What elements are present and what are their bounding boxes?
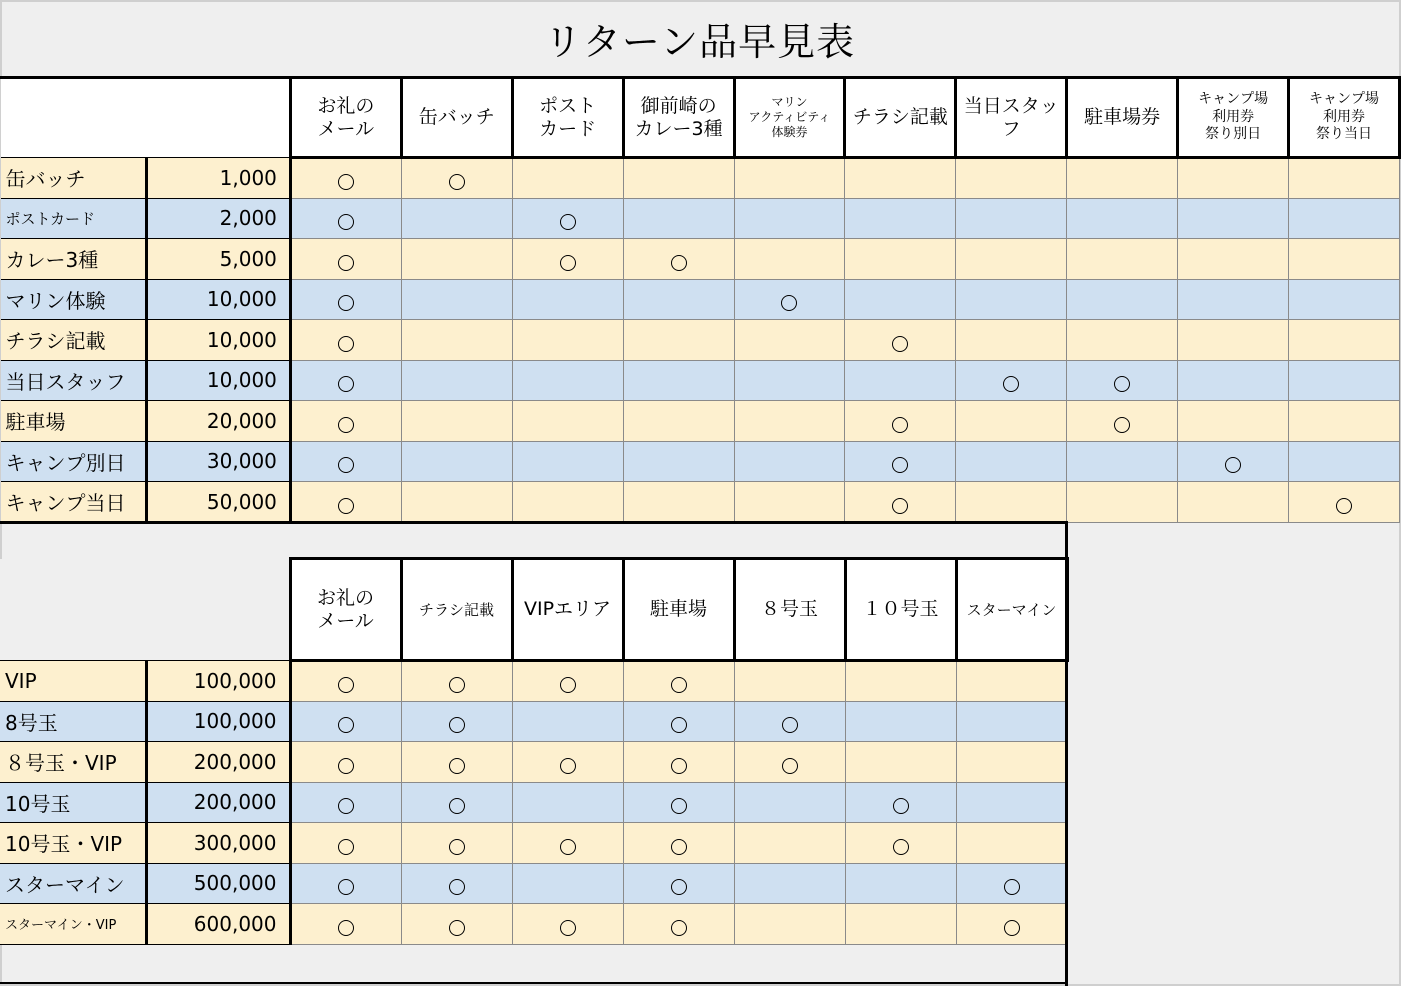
circle-mark-icon	[671, 255, 687, 271]
mark-cell[interactable]	[512, 863, 623, 904]
mark-cell[interactable]	[734, 360, 845, 401]
mark-cell[interactable]	[734, 904, 845, 945]
mark-cell[interactable]	[734, 863, 845, 904]
mark-cell[interactable]	[290, 661, 401, 702]
circle-mark-icon	[892, 498, 908, 514]
mark-cell[interactable]	[956, 279, 1067, 320]
mark-cell[interactable]	[734, 782, 845, 823]
circle-mark-icon	[338, 498, 354, 514]
mark-cell[interactable]	[734, 482, 845, 523]
mark-cell[interactable]	[956, 360, 1067, 401]
mark-cell[interactable]	[845, 701, 956, 742]
mark-cell[interactable]	[1178, 320, 1289, 361]
table-row	[0, 661, 1067, 702]
mark-cell[interactable]	[1289, 441, 1400, 482]
mark-cell[interactable]	[845, 158, 956, 199]
table2-corner-cell	[0, 559, 290, 661]
circle-mark-icon	[338, 214, 354, 230]
table1-header-row	[1, 78, 1400, 158]
circle-mark-icon	[560, 839, 576, 855]
mark-cell[interactable]	[1067, 198, 1178, 239]
mark-cell[interactable]	[290, 279, 401, 320]
circle-mark-icon	[560, 758, 576, 774]
mark-cell[interactable]	[1178, 482, 1289, 523]
mark-cell[interactable]	[1289, 198, 1400, 239]
row-name-cell[interactable]: カレー3種	[1, 239, 147, 280]
row-amount-cell[interactable]: 500,000	[146, 863, 290, 904]
circle-mark-icon	[781, 295, 797, 311]
table2-header-row	[0, 559, 1067, 661]
row-amount-cell[interactable]: 100,000	[146, 661, 290, 702]
table2-column-header: チラシ記載	[401, 559, 512, 661]
mark-cell[interactable]	[401, 239, 512, 280]
table-row	[1, 320, 1400, 361]
circle-mark-icon	[1004, 879, 1020, 895]
row-name-cell[interactable]: キャンプ別日	[1, 441, 147, 482]
mark-cell[interactable]	[623, 239, 734, 280]
mark-cell[interactable]	[956, 441, 1067, 482]
table1-column-header: チラシ記載	[845, 78, 956, 158]
mark-cell[interactable]	[1178, 239, 1289, 280]
table2-column-header: VIPエリア	[512, 559, 623, 661]
circle-mark-icon	[892, 457, 908, 473]
mark-cell[interactable]	[845, 742, 956, 783]
row-amount-cell[interactable]: 1,000	[146, 158, 290, 199]
mark-cell[interactable]	[1289, 158, 1400, 199]
circle-mark-icon	[671, 758, 687, 774]
row-amount-cell[interactable]: 10,000	[146, 279, 290, 320]
mark-cell[interactable]	[956, 239, 1067, 280]
mark-cell[interactable]	[1289, 482, 1400, 523]
circle-mark-icon	[560, 677, 576, 693]
return-table-fireworks	[0, 557, 1069, 945]
page-title: リターン品早見表	[543, 19, 856, 64]
table-row	[1, 441, 1400, 482]
row-amount-cell[interactable]: 50,000	[146, 482, 290, 523]
mark-cell[interactable]	[734, 742, 845, 783]
circle-mark-icon	[1114, 376, 1130, 392]
mark-cell[interactable]	[623, 401, 734, 442]
mark-cell[interactable]	[734, 320, 845, 361]
row-amount-cell[interactable]: 30,000	[146, 441, 290, 482]
mark-cell[interactable]	[734, 823, 845, 864]
mark-cell[interactable]	[512, 360, 623, 401]
mark-cell[interactable]	[734, 239, 845, 280]
circle-mark-icon	[338, 457, 354, 473]
row-amount-cell[interactable]: 600,000	[146, 904, 290, 945]
table-row	[0, 701, 1067, 742]
mark-cell[interactable]	[1067, 239, 1178, 280]
mark-cell[interactable]	[623, 863, 734, 904]
circle-mark-icon	[338, 758, 354, 774]
row-amount-cell[interactable]: 300,000	[146, 823, 290, 864]
row-name-cell[interactable]: 缶バッチ	[1, 158, 147, 199]
mark-cell[interactable]	[734, 441, 845, 482]
table1-column-header: ポスト カード	[512, 78, 623, 158]
mark-cell[interactable]	[956, 661, 1067, 702]
mark-cell[interactable]	[845, 661, 956, 702]
mark-cell[interactable]	[956, 198, 1067, 239]
circle-mark-icon	[1114, 417, 1130, 433]
table1-column-header: 当日スタッフ	[956, 78, 1067, 158]
mark-cell[interactable]	[623, 742, 734, 783]
circle-mark-icon	[782, 758, 798, 774]
mark-cell[interactable]	[734, 279, 845, 320]
circle-mark-icon	[449, 839, 465, 855]
row-name-cell[interactable]: 当日スタッフ	[1, 360, 147, 401]
circle-mark-icon	[892, 336, 908, 352]
mark-cell[interactable]	[1289, 320, 1400, 361]
row-amount-cell[interactable]: 10,000	[146, 320, 290, 361]
mark-cell[interactable]	[956, 904, 1067, 945]
mark-cell[interactable]	[401, 401, 512, 442]
mark-cell[interactable]	[401, 198, 512, 239]
row-amount-cell[interactable]: 200,000	[146, 742, 290, 783]
circle-mark-icon	[560, 255, 576, 271]
circle-mark-icon	[671, 798, 687, 814]
mark-cell[interactable]	[1067, 482, 1178, 523]
circle-mark-icon	[671, 717, 687, 733]
circle-mark-icon	[892, 417, 908, 433]
mark-cell[interactable]	[290, 482, 401, 523]
mark-cell[interactable]	[290, 904, 401, 945]
table1-column-header: 缶バッチ	[401, 78, 512, 158]
mark-cell[interactable]	[623, 823, 734, 864]
row-amount-cell[interactable]: 100,000	[146, 701, 290, 742]
mark-cell[interactable]	[1178, 360, 1289, 401]
circle-mark-icon	[338, 717, 354, 733]
table2-column-header: スターマイン	[956, 559, 1067, 661]
table-row	[0, 742, 1067, 783]
mark-cell[interactable]	[512, 482, 623, 523]
mark-cell[interactable]	[956, 742, 1067, 783]
circle-mark-icon	[338, 376, 354, 392]
mark-cell[interactable]	[512, 823, 623, 864]
mark-cell[interactable]	[401, 782, 512, 823]
row-name-cell[interactable]: 10号玉	[0, 782, 146, 823]
mark-cell[interactable]	[290, 782, 401, 823]
table2-column-header: １０号玉	[845, 559, 956, 661]
mark-cell[interactable]	[845, 441, 956, 482]
table-row	[1, 198, 1400, 239]
mark-cell[interactable]	[845, 904, 956, 945]
mark-cell[interactable]	[290, 158, 401, 199]
table2-column-header: ８号玉	[734, 559, 845, 661]
mark-cell[interactable]	[956, 863, 1067, 904]
mark-cell[interactable]	[956, 401, 1067, 442]
circle-mark-icon	[671, 920, 687, 936]
circle-mark-icon	[338, 295, 354, 311]
table1-column-header: 駐車場券	[1067, 78, 1178, 158]
circle-mark-icon	[782, 717, 798, 733]
circle-mark-icon	[338, 879, 354, 895]
mark-cell[interactable]	[1067, 360, 1178, 401]
mark-cell[interactable]	[845, 239, 956, 280]
circle-mark-icon	[449, 798, 465, 814]
mark-cell[interactable]	[512, 441, 623, 482]
mark-cell[interactable]	[512, 661, 623, 702]
mark-cell[interactable]	[623, 198, 734, 239]
mark-cell[interactable]	[1289, 401, 1400, 442]
circle-mark-icon	[449, 677, 465, 693]
row-name-cell[interactable]: キャンプ当日	[1, 482, 147, 523]
mark-cell[interactable]	[401, 701, 512, 742]
mark-cell[interactable]	[512, 320, 623, 361]
table1-column-header: キャンプ場 利用券 祭り当日	[1289, 78, 1400, 158]
circle-mark-icon	[338, 677, 354, 693]
mark-cell[interactable]	[512, 158, 623, 199]
mark-cell[interactable]	[845, 320, 956, 361]
mark-cell[interactable]	[1178, 279, 1289, 320]
mark-cell[interactable]	[290, 441, 401, 482]
circle-mark-icon	[338, 920, 354, 936]
circle-mark-icon	[1336, 498, 1352, 514]
mark-cell[interactable]	[845, 279, 956, 320]
mark-cell[interactable]	[956, 320, 1067, 361]
mark-cell[interactable]	[401, 823, 512, 864]
mark-cell[interactable]	[845, 360, 956, 401]
mark-cell[interactable]	[401, 482, 512, 523]
mark-cell[interactable]	[956, 782, 1067, 823]
table1-corner-cell	[1, 78, 291, 158]
right-boundary-line	[1065, 521, 1068, 986]
mark-cell[interactable]	[512, 198, 623, 239]
table-row	[1, 239, 1400, 280]
table1-column-header: 御前崎の カレー3種	[623, 78, 734, 158]
mark-cell[interactable]	[1289, 360, 1400, 401]
circle-mark-icon	[338, 417, 354, 433]
circle-mark-icon	[449, 174, 465, 190]
bottom-line	[0, 982, 1068, 984]
mark-cell[interactable]	[734, 198, 845, 239]
mark-cell[interactable]	[512, 701, 623, 742]
mark-cell[interactable]	[956, 823, 1067, 864]
circle-mark-icon	[671, 677, 687, 693]
circle-mark-icon	[671, 879, 687, 895]
table-row	[1, 482, 1400, 523]
mark-cell[interactable]	[623, 782, 734, 823]
mark-cell[interactable]	[290, 701, 401, 742]
mark-cell[interactable]	[1067, 279, 1178, 320]
mark-cell[interactable]	[1178, 401, 1289, 442]
table-row	[1, 158, 1400, 199]
mark-cell[interactable]	[623, 482, 734, 523]
mark-cell[interactable]	[1289, 279, 1400, 320]
circle-mark-icon	[338, 839, 354, 855]
mark-cell[interactable]	[512, 742, 623, 783]
mark-cell[interactable]	[623, 279, 734, 320]
mark-cell[interactable]	[401, 863, 512, 904]
mark-cell[interactable]	[290, 401, 401, 442]
row-name-cell[interactable]: ポストカード	[1, 198, 147, 239]
mark-cell[interactable]	[956, 482, 1067, 523]
mark-cell[interactable]	[845, 401, 956, 442]
table-row	[0, 863, 1067, 904]
mark-cell[interactable]	[290, 863, 401, 904]
circle-mark-icon	[338, 798, 354, 814]
mark-cell[interactable]	[401, 441, 512, 482]
mark-cell[interactable]	[512, 782, 623, 823]
mark-cell[interactable]	[290, 360, 401, 401]
row-name-cell[interactable]: マリン体験	[1, 279, 147, 320]
mark-cell[interactable]	[956, 158, 1067, 199]
circle-mark-icon	[893, 798, 909, 814]
row-amount-cell[interactable]: 2,000	[146, 198, 290, 239]
circle-mark-icon	[1003, 376, 1019, 392]
mark-cell[interactable]	[401, 904, 512, 945]
row-amount-cell[interactable]: 10,000	[146, 360, 290, 401]
mark-cell[interactable]	[1067, 441, 1178, 482]
mark-cell[interactable]	[845, 782, 956, 823]
table1-column-header: キャンプ場 利用券 祭り別日	[1178, 78, 1289, 158]
mark-cell[interactable]	[290, 823, 401, 864]
row-amount-cell[interactable]: 200,000	[146, 782, 290, 823]
row-name-cell[interactable]: スターマイン	[0, 863, 146, 904]
row-name-cell[interactable]: スターマイン・VIP	[0, 904, 146, 945]
mark-cell[interactable]	[623, 158, 734, 199]
mark-cell[interactable]	[623, 661, 734, 702]
mark-cell[interactable]	[1067, 401, 1178, 442]
mark-cell[interactable]	[1178, 198, 1289, 239]
mark-cell[interactable]	[1178, 158, 1289, 199]
mark-cell[interactable]	[1178, 441, 1289, 482]
mark-cell[interactable]	[401, 320, 512, 361]
table2-column-header: 駐車場	[623, 559, 734, 661]
table-row	[0, 904, 1067, 945]
mark-cell[interactable]	[290, 320, 401, 361]
circle-mark-icon	[893, 839, 909, 855]
row-amount-cell[interactable]: 5,000	[146, 239, 290, 280]
table-row	[1, 279, 1400, 320]
mark-cell[interactable]	[623, 441, 734, 482]
row-name-cell[interactable]: ８号玉・VIP	[0, 742, 146, 783]
circle-mark-icon	[338, 255, 354, 271]
row-name-cell[interactable]: 10号玉・VIP	[0, 823, 146, 864]
mark-cell[interactable]	[623, 904, 734, 945]
mark-cell[interactable]	[401, 360, 512, 401]
mark-cell[interactable]	[401, 742, 512, 783]
circle-mark-icon	[1225, 457, 1241, 473]
circle-mark-icon	[449, 717, 465, 733]
row-name-cell[interactable]: 駐車場	[1, 401, 147, 442]
mark-cell[interactable]	[1067, 158, 1178, 199]
circle-mark-icon	[338, 174, 354, 190]
mark-cell[interactable]	[845, 823, 956, 864]
mark-cell[interactable]	[512, 279, 623, 320]
return-table-standard	[0, 76, 1401, 523]
mark-cell[interactable]	[290, 742, 401, 783]
mark-cell[interactable]	[623, 360, 734, 401]
table1-column-header: マリン アクティビティ 体験券	[734, 78, 845, 158]
mark-cell[interactable]	[845, 863, 956, 904]
circle-mark-icon	[338, 336, 354, 352]
row-name-cell[interactable]: VIP	[0, 661, 146, 702]
mark-cell[interactable]	[512, 401, 623, 442]
mark-cell[interactable]	[290, 198, 401, 239]
mark-cell[interactable]	[845, 198, 956, 239]
mark-cell[interactable]	[734, 701, 845, 742]
table2-column-header: お礼の メール	[290, 559, 401, 661]
mark-cell[interactable]	[512, 239, 623, 280]
table-row	[0, 782, 1067, 823]
mark-cell[interactable]	[734, 401, 845, 442]
table-row	[1, 360, 1400, 401]
mark-cell[interactable]	[734, 158, 845, 199]
mark-cell[interactable]	[1067, 320, 1178, 361]
mark-cell[interactable]	[401, 279, 512, 320]
table-row	[1, 401, 1400, 442]
circle-mark-icon	[671, 839, 687, 855]
section-divider-line	[0, 521, 1068, 524]
table1-column-header: お礼の メール	[290, 78, 401, 158]
mark-cell[interactable]	[1289, 239, 1400, 280]
row-name-cell[interactable]: 8号玉	[0, 701, 146, 742]
circle-mark-icon	[1004, 920, 1020, 936]
mark-cell[interactable]	[956, 701, 1067, 742]
mark-cell[interactable]	[623, 320, 734, 361]
mark-cell[interactable]	[512, 904, 623, 945]
mark-cell[interactable]	[845, 482, 956, 523]
mark-cell[interactable]	[623, 701, 734, 742]
circle-mark-icon	[560, 214, 576, 230]
circle-mark-icon	[560, 920, 576, 936]
mark-cell[interactable]	[401, 158, 512, 199]
row-amount-cell[interactable]: 20,000	[146, 401, 290, 442]
mark-cell[interactable]	[290, 239, 401, 280]
row-name-cell[interactable]: チラシ記載	[1, 320, 147, 361]
circle-mark-icon	[449, 920, 465, 936]
mark-cell[interactable]	[401, 661, 512, 702]
circle-mark-icon	[449, 758, 465, 774]
circle-mark-icon	[449, 879, 465, 895]
mark-cell[interactable]	[734, 661, 845, 702]
table-row	[0, 823, 1067, 864]
